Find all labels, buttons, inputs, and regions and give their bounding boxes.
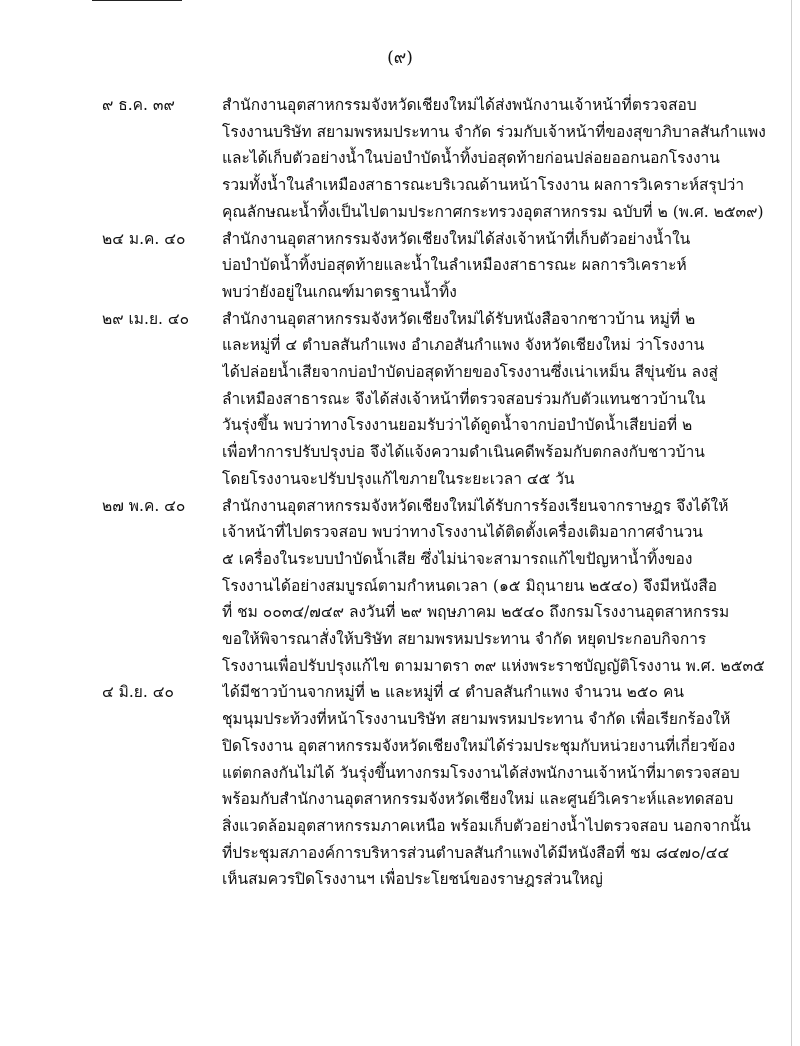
entry-text — [222, 679, 782, 893]
text-line: และหมู่ที่ ๔ ตำบลสันกำแพง อำเภอสันกำแพง จังหวัดเชียงใหม่ ว่าโรงงาน — [222, 336, 705, 355]
text-line: โรงงานบริษัท สยามพรหมประทาน จำกัด ร่วมกับเจ้าหน้าที่ของสุขาภิบาลสันกำแพง — [222, 122, 766, 141]
text-line: แต่ตกลงกันไม่ได้ วันรุ่งขึ้นทางกรมโรงงานได้ส่งพนักงานเจ้าหน้าที่มาตรวจสอบ — [222, 763, 740, 782]
text-line: สำนักงานอุตสาหกรรมจังหวัดเชียงใหม่ได้รับการร้องเรียนจากราษฎร จึงได้ให้ — [222, 496, 729, 515]
entry-text — [222, 306, 782, 493]
text-line: ๕ เครื่องในระบบบำบัดน้ำเสีย ซึ่งไม่น่าจะสามารถแก้ไขปัญหาน้ำทิ้งของ — [222, 549, 693, 568]
text-line: ชุมนุมประท้วงที่หน้าโรงงานบริษัท สยามพรหมประทาน จำกัด เพื่อเรียกร้องให้ — [222, 710, 731, 729]
text-line: เจ้าหน้าที่ไปตรวจสอบ พบว่าทางโรงงานได้ติดตั้งเครื่องเติมอากาศจำนวน — [222, 523, 703, 542]
text-line: สิ่งแวดล้อมอุตสาหกรรมภาคเหนือ พร้อมเก็บตัวอย่างน้ำไปตรวจสอบ นอกจากนั้น — [222, 816, 751, 835]
text-line: คุณลักษณะน้ำทิ้งเป็นไปตามประกาศกระทรวงอุตสาหกรรม ฉบับที่ ๒ (พ.ศ. ๒๕๓๙) — [222, 202, 764, 221]
text-line: ได้มีชาวบ้านจากหมู่ที่ ๒ และหมู่ที่ ๔ ตำบลสันกำแพง จำนวน ๒๕๐ คน — [222, 683, 684, 702]
entry-date: ๔ มิ.ย. ๔๐ — [102, 683, 174, 702]
timeline-entry — [0, 92, 800, 226]
entry-date: ๒๗ พ.ค. ๔๐ — [102, 496, 186, 515]
text-line: โรงงานได้อย่างสมบูรณ์ตามกำหนดเวลา (๑๕ มิถุนายน ๒๕๔๐) จึงมีหนังสือ — [222, 576, 718, 595]
entry-date: ๙ ธ.ค. ๓๙ — [102, 96, 175, 114]
text-line: รวมทั้งน้ำในลำเหมืองสาธารณะบริเวณด้านหน้าโรงงาน ผลการวิเคราะห์สรุปว่า — [222, 176, 745, 195]
text-line: สำนักงานอุตสาหกรรมจังหวัดเชียงใหม่ได้ส่งพนักงานเจ้าหน้าที่ตรวจสอบ — [222, 96, 697, 114]
timeline-entries — [0, 92, 800, 893]
top-rule-line — [92, 0, 182, 1]
text-line: โดยโรงงานจะปรับปรุงแก้ไขภายในระยะเวลา ๔๕ วัน — [222, 469, 575, 488]
text-line: ที่ประชุมสภาองค์การบริหารส่วนตำบลสันกำแพงได้มีหนังสือที่ ชม ๘๔๗๐/๔๔ — [222, 843, 730, 862]
text-line: ที่ ชม ๐๐๓๔/๗๔๙ ลงวันที่ ๒๙ พฤษภาคม ๒๕๔๐ ถึงกรมโรงงานอุตสาหกรรม — [222, 603, 730, 622]
text-line: เพื่อทำการปรับปรุงบ่อ จึงได้แจ้งความดำเนินคดีพร้อมกับตกลงกับชาวบ้าน — [222, 443, 705, 462]
entry-text — [222, 92, 782, 226]
text-line: ปิดโรงงาน อุตสาหกรรมจังหวัดเชียงใหม่ได้ร่วมประชุมกับหน่วยงานที่เกี่ยวข้อง — [222, 736, 736, 755]
entry-date: ๒๔ ม.ค. ๔๐ — [102, 229, 186, 248]
entry-text — [222, 226, 782, 306]
timeline-entry — [0, 493, 800, 680]
entry-date: ๒๙ เม.ย. ๔๐ — [102, 309, 190, 328]
entry-text — [222, 493, 782, 680]
text-line: เห็นสมควรปิดโรงงานฯ เพื่อประโยชน์ของราษฎรส่วนใหญ่ — [222, 870, 603, 889]
timeline-entry — [0, 679, 800, 893]
text-line: สำนักงานอุตสาหกรรมจังหวัดเชียงใหม่ได้รับหนังสือจากชาวบ้าน หมู่ที่ ๒ — [222, 309, 696, 328]
text-line: ได้ปล่อยน้ำเสียจากบ่อบำบัดบ่อสุดท้ายของโรงงานซึ่งเน่าเหม็น สีขุ่นข้น ลงสู่ — [222, 363, 718, 382]
text-line: และได้เก็บตัวอย่างน้ำในบ่อบำบัดน้ำทิ้งบ่อสุดท้ายก่อนปล่อยออกนอกโรงงาน — [222, 149, 720, 168]
text-line: โรงงานเพื่อปรับปรุงแก้ไข ตามมาตรา ๓๙ แห่งพระราชบัญญัติโรงงาน พ.ศ. ๒๕๓๕ — [222, 656, 765, 675]
text-line: ขอให้พิจารณาสั่งให้บริษัท สยามพรหมประทาน จำกัด หยุดประกอบกิจการ — [222, 630, 707, 649]
text-line: วันรุ่งขึ้น พบว่าทางโรงงานยอมรับว่าได้ดูดน้ำจากบ่อบำบัดน้ำเสียบ่อที่ ๒ — [222, 416, 693, 435]
text-line: สำนักงานอุตสาหกรรมจังหวัดเชียงใหม่ได้ส่งเจ้าหน้าที่เก็บตัวอย่างน้ำใน — [222, 229, 691, 248]
page-number: (๙) — [387, 48, 413, 68]
text-line: บ่อบำบัดน้ำทิ้งบ่อสุดท้ายและน้ำในลำเหมืองสาธารณะ ผลการวิเคราะห์ — [222, 256, 687, 275]
text-line: พร้อมกับสำนักงานอุตสาหกรรมจังหวัดเชียงใหม่ และศูนย์วิเคราะห์และทดสอบ — [222, 790, 734, 809]
timeline-entry — [0, 226, 800, 306]
timeline-entry — [0, 306, 800, 493]
text-line: ลำเหมืองสาธารณะ จึงได้ส่งเจ้าหน้าที่ตรวจสอบร่วมกับตัวแทนชาวบ้านใน — [222, 389, 706, 408]
text-line: พบว่ายังอยู่ในเกณฑ์มาตรฐานน้ำทิ้ง — [222, 282, 457, 301]
